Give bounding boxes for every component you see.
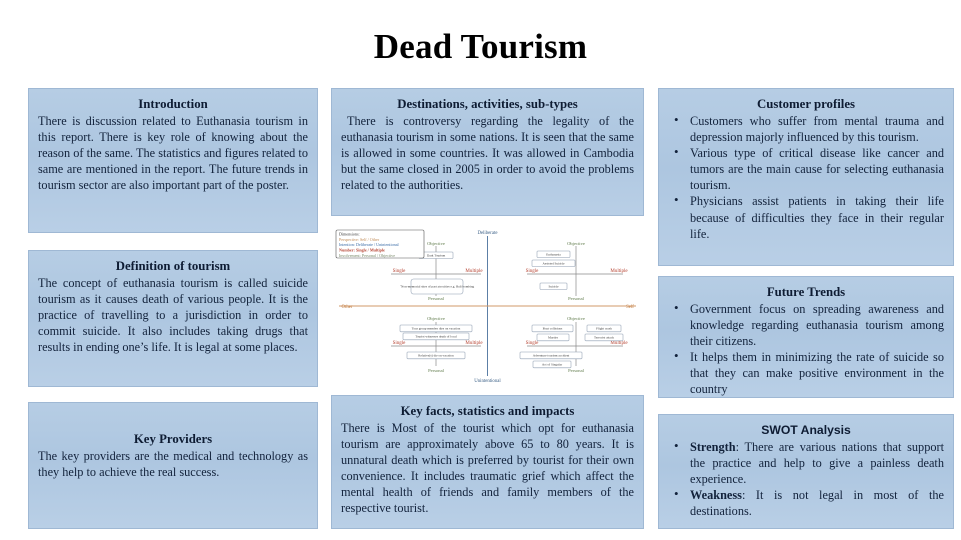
diagram-legend-line-4: Involvement: Personal / Objective [339,253,396,258]
diagram-axis-unintentional: Unintentional [474,379,501,384]
diagram-q4-multiple: Multiple [610,341,628,346]
diagram-q4-single: Single [525,341,539,346]
diagram-box-label: Tourist witnesses death of local [415,334,457,339]
diagram-q3-objective: Objective [427,316,445,321]
diagram-box-label: Adventure tourism accident [532,353,570,358]
diagram-box-label: Murder [548,335,558,340]
panel-swot-title: SWOT Analysis [761,423,851,437]
diagram-q3-multiple: Multiple [465,341,483,346]
swot-analysis-list [668,439,944,519]
panel-future-trends [658,276,954,398]
diagram-box-label: ‘Non-memorial sites of past atrocities e.g. Bali bombing [399,284,475,289]
diagram-legend-title: Dimensions: [339,231,360,237]
list-item-text: : There are various nations that support the practice and help to give a painless death experience. [690,440,944,487]
diagram-box-label: Relative(s) die on vacation [418,353,454,358]
diagram-q1-single: Single [392,269,406,274]
panel-swot-analysis [658,414,954,529]
diagram-box-label: Tour group member dies on vacation [411,326,461,331]
panel-customer-profiles [658,88,954,266]
panel-keyfacts-body: There is Most of the tourist which opt for euthanasia tourism are approximately above 65 to 80 years. It is unnatural death which is preferred by tourist for their own convenience. It includes traumatic grief which affect the mental health of friends and family members of the respective tourist. [341,421,634,516]
list-item-lead: Strength [690,440,736,454]
list-item-text: Government focus on spreading awareness and knowledge regarding euthanasia tourism among their citizens. [690,302,944,349]
dead-tourism-typology-diagram [331,224,644,386]
list-item [668,193,944,241]
list-item-lead: Weakness [690,488,742,503]
diagram-box-label: Euthanasia [546,252,561,257]
diagram-axis-self: Self [626,305,634,310]
diagram-box-label: Boat collisions [542,326,563,331]
list-item-text: Customers who suffer from mental trauma and depression majorly influenced by this tourism. [690,114,944,145]
diagram-q4-personal: Personal [568,368,584,373]
diagram-axis-other: Other [341,305,353,310]
list-item [668,349,944,397]
diagram-box-label: Act of Singular [541,362,563,367]
diagram-box-label: Assisted Suicide [542,261,565,266]
panel-key-providers [28,402,318,529]
panel-keyfacts-title: Key facts, statistics and impacts [400,404,575,418]
list-item [668,301,944,349]
panel-introduction-body: There is discussion related to Euthanasia tourism in this report. There is key role of knowing about the reason of the same. The statistics and figures related to same are mentioned in the report. The future trends in tourism sector are also important part of the poster. [38,114,308,193]
diagram-q3-single: Single [392,341,406,346]
diagram-box-label: Suicide [548,284,559,289]
panel-introduction [28,88,318,233]
list-item [668,145,944,193]
customer-profiles-list [668,113,944,242]
list-item [668,113,944,145]
panel-definition-body: The concept of euthanasia tourism is called suicide tourism as it causes death of various people. It is the practice of travelling to a jurisdiction in order to commit suicide. It also includes taking drugs that results in ending one’s life. It is legal at some places. [38,276,308,355]
list-item-text: Various type of critical disease like cancer and tumors are the main cause for selecting euthanasia tourism. [690,146,944,193]
panel-customer-title: Customer profiles [757,97,855,111]
diagram-q2-personal: Personal [568,296,584,301]
diagram-axis-deliberate: Deliberate [477,231,498,236]
diagram-q2-single: Single [525,269,539,274]
list-item-text: : It is not legal in most of the destinations. [690,488,944,519]
panel-definition-title: Definition of tourism [115,259,231,273]
diagram-q2-objective: Objective [567,241,585,246]
diagram-q4-objective: Objective [567,316,585,321]
diagram-q1-personal: Personal [428,296,444,301]
panel-destinations-title: Destinations, activities, sub-types [397,97,578,111]
list-item-text: It helps them in minimizing the rate of suicide so that they can make positive environment in the country [690,350,944,397]
panel-key-facts-statistics-impacts [331,395,644,529]
diagram-box-label: Dark Tourism [426,253,446,258]
future-trends-list [668,301,944,398]
diagram-q1-multiple: Multiple [465,269,483,274]
diagram-q1-objective: Objective [427,241,445,246]
diagram-box-label: Terrorist attack [594,335,614,340]
diagram-q3-personal: Personal [428,368,444,373]
panel-providers-title: Key Providers [133,432,213,446]
panel-definition-of-tourism [28,250,318,387]
diagram-legend-line-1: Perspective: Self / Other [339,236,380,242]
diagram-legend-line-2: Intention: Deliberate / Unintentional [339,242,399,248]
page-title: Dead Tourism [373,27,588,66]
panel-introduction-title: Introduction [138,97,208,111]
list-item-text: Physicians assist patients in taking their life because of difficulties they face in their regular life. [690,194,944,241]
panel-future-title: Future Trends [766,285,846,299]
diagram-box-label: Flight crash [596,326,612,331]
panel-destinations-body: There is controversy regarding the legality of the euthanasia tourism in some nations. It is seen that the same is allowed in some countries. It was allowed in Cambodia but the same closed in 2005 in order to avoid the problems related to the authorities. [341,114,634,193]
list-item [668,439,944,487]
diagram-q2-multiple: Multiple [610,269,628,274]
panel-destinations-activities-subtypes [331,88,644,216]
panel-providers-body: The key providers are the medical and technology as they help to achieve the real success. [38,449,308,480]
diagram-legend-line-3: Number: Single / Multiple [339,247,385,253]
list-item [668,487,944,519]
